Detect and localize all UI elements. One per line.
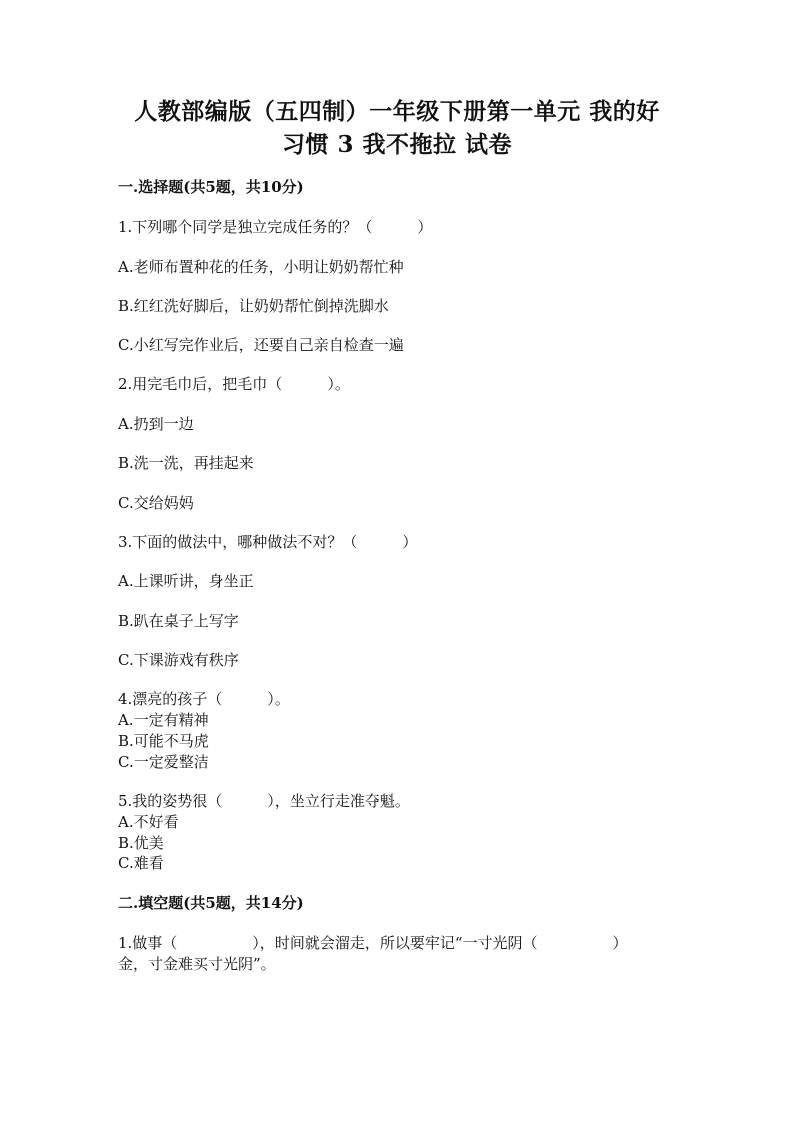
question-4-stem: 4.漂亮的孩子（ ）。 bbox=[118, 690, 290, 708]
question-5-option-a: A.不好看 bbox=[118, 813, 179, 831]
question-2-stem: 2.用完毛巾后，把毛巾（ ）。 bbox=[118, 375, 350, 393]
question-4-option-c: C.一定爱整洁 bbox=[118, 753, 209, 771]
question-2-option-a: A.扔到一边 bbox=[118, 415, 194, 433]
section-1-heading: 一.选择题(共5题，共10分) bbox=[118, 178, 304, 196]
fill-question-1-line-1: 1.做事（ ），时间就会溜走，所以要牢记“一寸光阴（ ） bbox=[118, 934, 628, 952]
fill-question-1-line-2: 金，寸金难买寸光阴”。 bbox=[118, 955, 276, 973]
exam-title-line-1: 人教部编版（五四制）一年级下册第一单元 我的好 bbox=[134, 98, 660, 125]
question-1-option-c: C.小红写完作业后，还要自己亲自检查一遍 bbox=[118, 336, 404, 354]
question-5-stem: 5.我的姿势很（ ），坐立行走准夺魁。 bbox=[118, 792, 410, 810]
question-3-option-c: C.下课游戏有秩序 bbox=[118, 651, 239, 669]
question-5-option-c: C.难看 bbox=[118, 854, 164, 872]
question-4-option-a: A.一定有精神 bbox=[118, 711, 209, 729]
question-1-stem: 1.下列哪个同学是独立完成任务的？（ ） bbox=[118, 218, 433, 236]
question-1-option-b: B.红红洗好脚后，让奶奶帮忙倒掉洗脚水 bbox=[118, 297, 389, 315]
question-5-option-b: B.优美 bbox=[118, 834, 164, 852]
section-2-heading: 二.填空题(共5题，共14分) bbox=[118, 894, 304, 912]
question-3-option-b: B.趴在桌子上写字 bbox=[118, 612, 239, 630]
question-3-stem: 3.下面的做法中，哪种做法不对？（ ） bbox=[118, 533, 418, 551]
question-2-option-b: B.洗一洗，再挂起来 bbox=[118, 454, 254, 472]
question-1-option-a: A.老师布置种花的任务，小明让奶奶帮忙种 bbox=[118, 258, 404, 276]
question-3-option-a: A.上课听讲，身坐正 bbox=[118, 572, 254, 590]
question-4-option-b: B.可能不马虎 bbox=[118, 732, 209, 750]
question-2-option-c: C.交给妈妈 bbox=[118, 494, 194, 512]
exam-title-line-2: 习惯 3 我不拖拉 试卷 bbox=[281, 131, 513, 158]
